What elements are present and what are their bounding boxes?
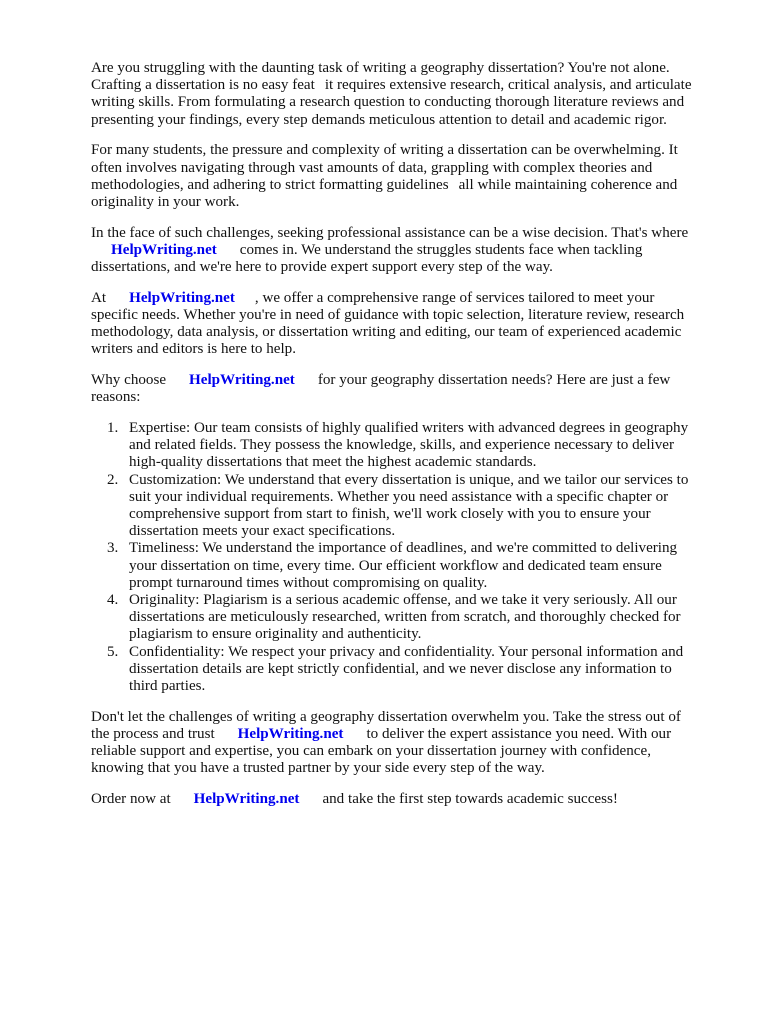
intro-line-2a: Crafting a dissertation is no easy feat: [91, 77, 315, 94]
closing-paragraph: [91, 709, 716, 778]
why-paragraph: [91, 372, 716, 406]
document-body: [91, 60, 716, 822]
why-line-2: reasons:: [91, 389, 141, 406]
face-paragraph: [91, 225, 716, 277]
helpwriting-link[interactable]: HelpWriting.net: [237, 725, 344, 742]
closing-line-4: knowing that you have a trusted partner by your side every step of the way.: [91, 760, 545, 777]
order-paragraph: [91, 791, 716, 808]
reason-line: third parties.: [129, 678, 206, 694]
why-line-1b: for your geography dissertation needs? Here are just a few: [317, 372, 671, 389]
at-line-4: writers and editors is here to help.: [91, 341, 296, 358]
intro-line-2: [91, 77, 716, 94]
pressure-line-4: originality in your work.: [91, 193, 240, 210]
reasons-list: [91, 420, 716, 695]
reason-line: Confidentiality: We respect your privacy and confidentiality. Your personal information and: [129, 643, 684, 660]
reason-number: 3.: [107, 540, 119, 557]
intro-line-3: writing skills. From formulating a research question to conducting thorough literature reviews and: [91, 94, 685, 111]
pressure-paragraph: [91, 142, 716, 211]
closing-line-2b: to deliver the expert assistance you need. With our: [366, 725, 672, 742]
why-line-1a: Why choose: [91, 372, 167, 389]
closing-line-3: reliable support and expertise, you can embark on your dissertation journey with confidence,: [91, 743, 651, 760]
reason-item: [91, 592, 716, 644]
reason-line: Timeliness: We understand the importance of deadlines, and we're committed to delivering: [129, 540, 678, 557]
reason-number: 4.: [107, 591, 119, 608]
intro-line-2b: it requires extensive research, critical analysis, and articulate: [324, 77, 692, 94]
reason-line: suit your individual requirements. Whether you need assistance with a specific chapter or: [129, 488, 669, 505]
closing-line-1: Don't let the challenges of writing a geography dissertation overwhelm you. Take the stress out of: [91, 708, 681, 725]
pressure-line-3a: methodologies, and adhering to strict formatting guidelines: [91, 176, 449, 193]
pressure-line-3b: all while maintaining coherence and: [458, 176, 678, 193]
face-line-3: dissertations, and we're here to provide expert support every step of the way.: [91, 259, 553, 276]
face-line-1: In the face of such challenges, seeking professional assistance can be a wise decision. That's where: [91, 224, 689, 241]
reason-line: Expertise: Our team consists of highly qualified writers with advanced degrees in geography: [129, 419, 689, 436]
helpwriting-link[interactable]: HelpWriting.net: [129, 289, 235, 306]
reason-line: dissertations are meticulously researched, written from scratch, and thoroughly checked for: [129, 609, 681, 626]
reason-line: and related fields. They possess the knowledge, skills, and experience necessary to deliver: [129, 437, 675, 454]
order-text-a: Order now at: [91, 791, 171, 808]
intro-line-1: Are you struggling with the daunting task of writing a geography dissertation? You're not alone.: [91, 60, 670, 76]
intro-paragraph: [91, 60, 716, 129]
face-line-2: [91, 242, 716, 259]
at-line-3: methodology, data analysis, or dissertation writing and editing, our team of experienced academic: [91, 324, 682, 341]
pressure-line-2: often involves navigating through vast amounts of data, grappling with complex theories and: [91, 159, 653, 176]
at-line-1b: , we offer a comprehensive range of services tailored to meet your: [254, 289, 655, 306]
reason-item: [91, 540, 716, 592]
reason-item: [91, 472, 716, 541]
order-text-b: and take the first step towards academic success!: [322, 791, 618, 808]
reason-line: your dissertation on time, every time. Our efficient workflow and dedicated team ensure: [129, 557, 662, 574]
at-line-2: specific needs. Whether you're in need of guidance with topic selection, literature review, research: [91, 306, 685, 323]
reason-line: dissertation details are kept strictly confidential, and we never disclose any information to: [129, 660, 672, 677]
helpwriting-link[interactable]: HelpWriting.net: [189, 372, 295, 389]
helpwriting-link[interactable]: HelpWriting.net: [111, 241, 217, 258]
reason-number: 2.: [107, 471, 119, 488]
reason-line: dissertation meets your exact specifications.: [129, 523, 396, 540]
closing-line-2: [91, 726, 716, 743]
why-line-1: [91, 372, 716, 389]
reason-item: [91, 644, 716, 696]
reason-line: Customization: We understand that every dissertation is unique, and we tailor our services to: [129, 471, 689, 488]
closing-line-2a: the process and trust: [91, 725, 215, 742]
reason-line: comprehensive support from start to finish, we'll work closely with you to ensure your: [129, 505, 651, 522]
pressure-line-3: [91, 177, 716, 194]
reason-item: [91, 420, 716, 472]
intro-line-4: presenting your findings, every step demands meticulous attention to detail and academic rigor.: [91, 111, 667, 128]
helpwriting-link[interactable]: HelpWriting.net: [193, 791, 300, 808]
reason-line: plagiarism to ensure originality and authenticity.: [129, 626, 422, 643]
at-paragraph: [91, 290, 716, 359]
reason-line: prompt turnaround times without compromising on quality.: [129, 574, 488, 591]
reason-line: Originality: Plagiarism is a serious academic offense, and we take it very seriously. All our: [129, 591, 677, 608]
at-line-1: [91, 290, 716, 307]
reason-line: high-quality dissertations that meet the highest academic standards.: [129, 454, 537, 471]
face-line-2b: comes in. We understand the struggles students face when tackling: [239, 241, 643, 258]
pressure-line-1: For many students, the pressure and complexity of writing a dissertation can be overwhelming. It: [91, 142, 678, 159]
reason-number: 1.: [107, 419, 119, 436]
at-line-1a: At: [91, 289, 107, 306]
reason-number: 5.: [107, 643, 119, 660]
order-line: [91, 791, 716, 808]
